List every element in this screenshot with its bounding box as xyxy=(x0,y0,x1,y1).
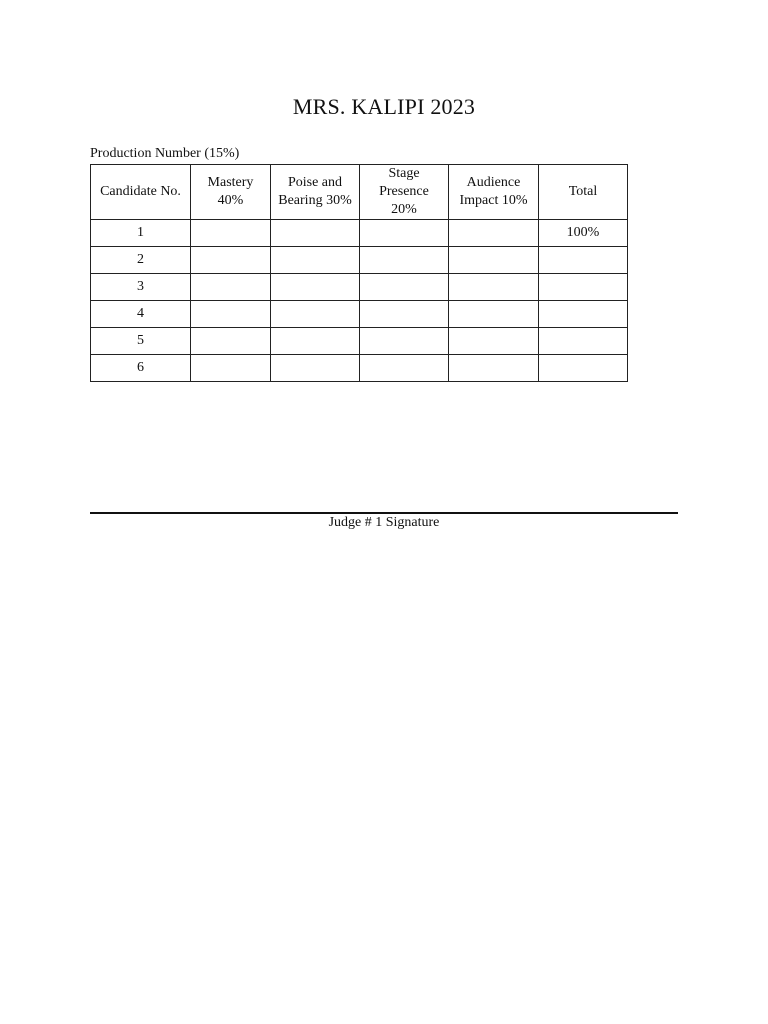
poise-score-cell[interactable] xyxy=(271,220,360,247)
audience-score-cell[interactable] xyxy=(449,247,539,274)
candidate-number-cell: 4 xyxy=(91,301,191,328)
stage-score-cell[interactable] xyxy=(360,301,449,328)
table-row xyxy=(91,220,628,247)
signature-label: Judge # 1 Signature xyxy=(328,515,440,530)
document-title: MRS. KALIPI 2023 xyxy=(292,94,476,119)
header-total xyxy=(539,165,628,220)
total-score-cell[interactable] xyxy=(539,274,628,301)
candidate-number-cell: 2 xyxy=(91,247,191,274)
signature-line[interactable] xyxy=(90,512,678,514)
header-line: Total xyxy=(568,184,598,199)
header-poise-bearing xyxy=(271,165,360,220)
candidate-number-cell: 1 xyxy=(91,220,191,247)
header-line: Mastery xyxy=(207,175,254,190)
table-row xyxy=(91,328,628,355)
header-audience-impact xyxy=(449,165,539,220)
mastery-score-cell[interactable] xyxy=(191,328,271,355)
header-line: Poise and xyxy=(287,175,343,190)
mastery-score-cell[interactable] xyxy=(191,247,271,274)
header-line: 40% xyxy=(217,193,244,208)
table-row xyxy=(91,274,628,301)
poise-score-cell[interactable] xyxy=(271,247,360,274)
header-row xyxy=(91,165,628,220)
total-score-cell[interactable] xyxy=(539,301,628,328)
audience-score-cell[interactable] xyxy=(449,355,539,382)
total-score-cell[interactable] xyxy=(539,247,628,274)
audience-score-cell[interactable] xyxy=(449,301,539,328)
audience-score-cell[interactable] xyxy=(449,220,539,247)
audience-score-cell[interactable] xyxy=(449,274,539,301)
poise-score-cell[interactable] xyxy=(271,274,360,301)
stage-score-cell[interactable] xyxy=(360,247,449,274)
stage-score-cell[interactable] xyxy=(360,355,449,382)
candidate-number-cell: 6 xyxy=(91,355,191,382)
header-stage-presence xyxy=(360,165,449,220)
header-line: Candidate No. xyxy=(100,184,181,199)
audience-score-cell[interactable] xyxy=(449,328,539,355)
header-line: Audience xyxy=(466,175,521,190)
header-line: Stage xyxy=(388,166,420,181)
table-row xyxy=(91,247,628,274)
poise-score-cell[interactable] xyxy=(271,355,360,382)
section-label: Production Number (15%) xyxy=(90,146,240,161)
poise-score-cell[interactable] xyxy=(271,301,360,328)
header-candidate-no xyxy=(91,165,191,220)
mastery-score-cell[interactable] xyxy=(191,220,271,247)
table-row xyxy=(91,355,628,382)
header-line: 20% xyxy=(391,202,417,217)
poise-score-cell[interactable] xyxy=(271,328,360,355)
candidate-number-cell: 5 xyxy=(91,328,191,355)
mastery-score-cell[interactable] xyxy=(191,274,271,301)
total-score-cell[interactable]: 100% xyxy=(539,220,628,247)
total-score-cell[interactable] xyxy=(539,328,628,355)
candidate-number-cell: 3 xyxy=(91,274,191,301)
mastery-score-cell[interactable] xyxy=(191,355,271,382)
header-mastery xyxy=(191,165,271,220)
header-line: Impact 10% xyxy=(459,193,528,208)
table-row xyxy=(91,301,628,328)
header-line: Bearing 30% xyxy=(278,193,352,208)
header-line: Presence xyxy=(379,184,429,199)
stage-score-cell[interactable] xyxy=(360,328,449,355)
mastery-score-cell[interactable] xyxy=(191,301,271,328)
stage-score-cell[interactable] xyxy=(360,220,449,247)
stage-score-cell[interactable] xyxy=(360,274,449,301)
score-table xyxy=(90,164,628,382)
total-score-cell[interactable] xyxy=(539,355,628,382)
